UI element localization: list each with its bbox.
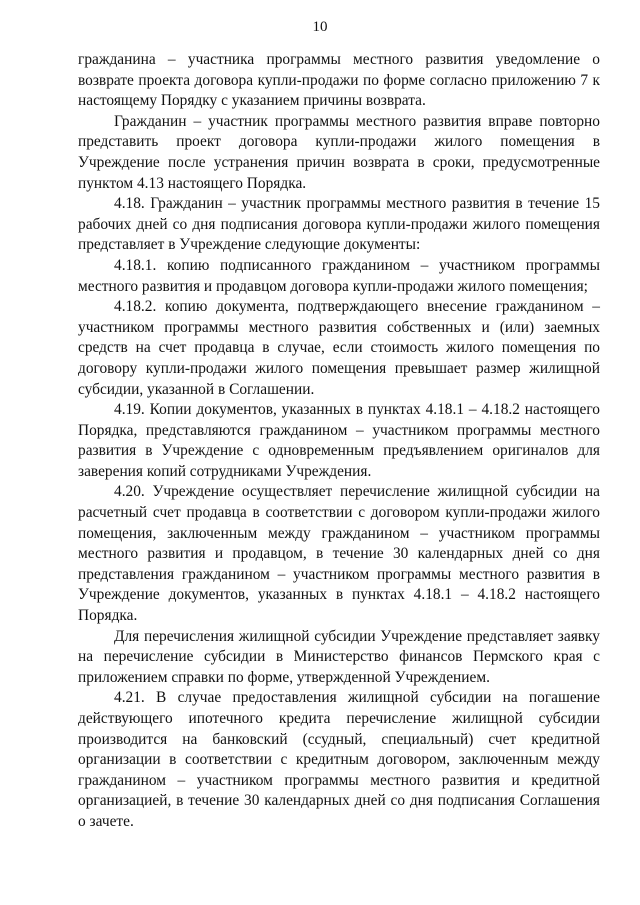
paragraph-return-notice: гражданина – участника программы местного развития уведомление о возврате проекта договора купли-продажи по форме согласно приложению 7 к настоящему Порядку с указанием причины возврата. [78,51,600,110]
paragraph-4-18-2: 4.18.2. копию документа, подтверждающего внесение гражданином – участником программы местного развития собственных и (или) заемных средств на счет продавца в случае, если стоимость жилого помещения по договору купли-продажи жилого помещения превышает размер жилищной субсидии, указанной в Соглашении. [78,298,600,398]
paragraph-4-18-1: 4.18.1. копию подписанного гражданином – участником программы местного развития и продавцом договора купли-продажи жилого помещения; [78,256,600,295]
document-body [78,50,600,833]
paragraph-4-19: 4.19. Копии документов, указанных в пунктах 4.18.1 – 4.18.2 настоящего Порядка, представляются гражданином – участником программы местного развития в Учреждение с одновременным предъявлением оригиналов для заверения копий сотрудниками Учреждения. [78,401,600,480]
page-number: 10 [312,19,328,35]
paragraph-4-21: 4.21. В случае предоставления жилищной субсидии на погашение действующего ипотечного кредита перечисление жилищной субсидии производится на банковский (ссудный, специальный) счет кредитной организации в соответствии с кредитным договором, заключенным между гражданином – участником программы местного развития и кредитной организацией, в течение 30 календарных дней со дня подписания Соглашения о зачете. [78,689,600,830]
paragraph-subsidy-request: Для перечисления жилищной субсидии Учреждение представляет заявку на перечисление субсидии в Министерство финансов Пермского края с приложением справки по форме, утвержденной Учреждением. [78,627,600,686]
paragraph-resubmission: Гражданин – участник программы местного развития вправе повторно представить проект договора купли-продажи жилого помещения в Учреждение после устранения причин возврата в сроки, предусмотренные пунктом 4.13 настоящего Порядка. [78,112,600,192]
paragraph-4-18: 4.18. Гражданин – участник программы местного развития в течение 15 рабочих дней со дня подписания договора купли-продажи жилого помещения представляет в Учреждение следующие документы: [78,195,600,254]
paragraph-4-20: 4.20. Учреждение осуществляет перечисление жилищной субсидии на расчетный счет продавца в соответствии с договором купли-продажи жилого помещения, заключенным между гражданином – участником программы местного развития и продавцом, в течение 30 календарных дней со дня представления гражданином – участником программы местного развития в Учреждение документов, указанных в пунктах 4.18.1 – 4.18.2 настоящего Порядка. [78,483,600,625]
